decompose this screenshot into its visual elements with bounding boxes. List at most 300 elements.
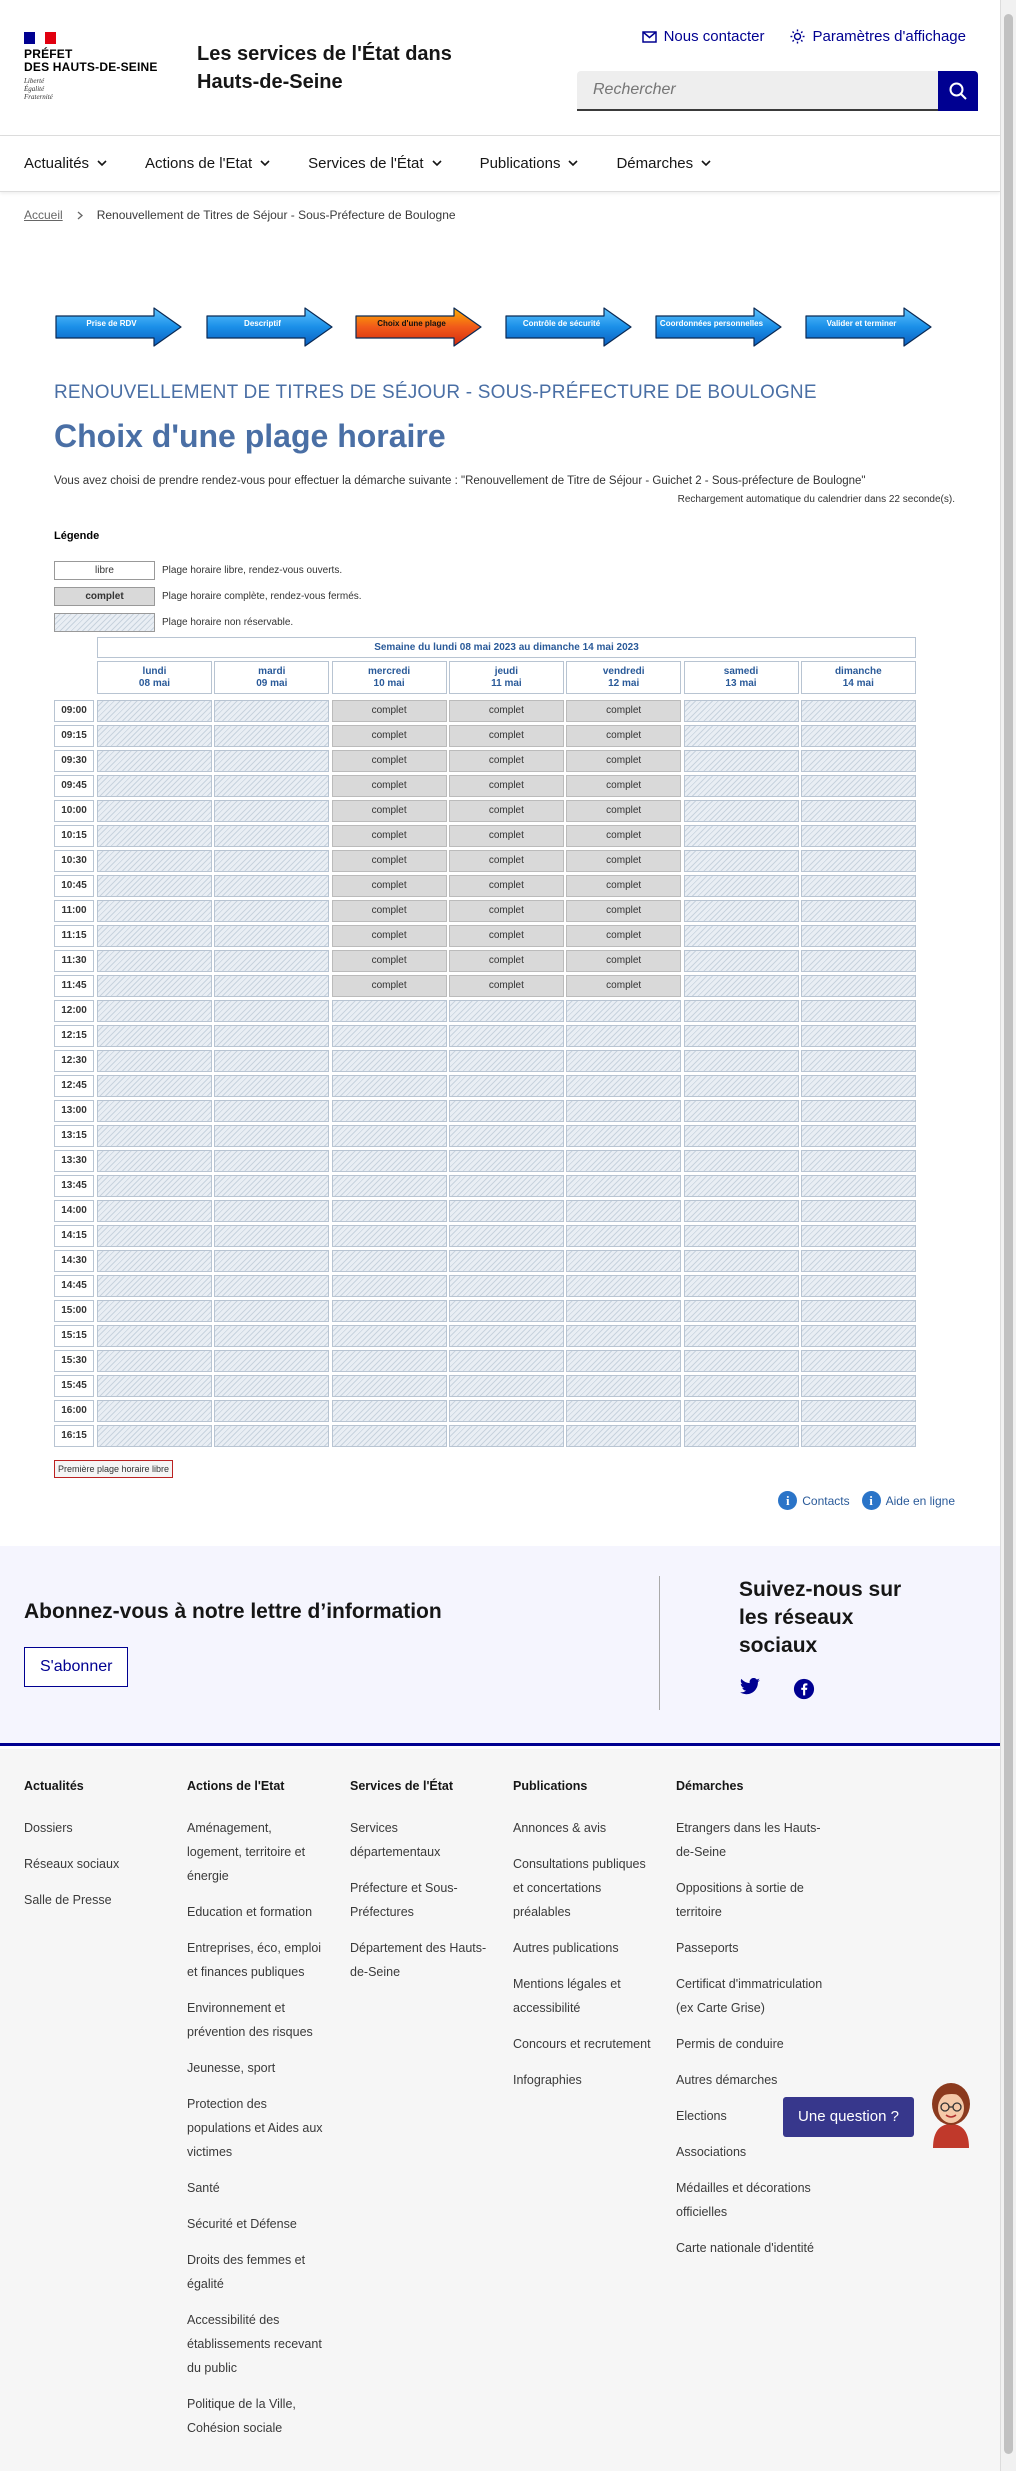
slot-full: complet xyxy=(449,925,564,947)
slot-unavailable xyxy=(566,1425,681,1447)
nav-item-publications[interactable] xyxy=(480,136,579,191)
time-label: 13:45 xyxy=(54,1175,94,1197)
footer-link[interactable]: Oppositions à sortie de territoire xyxy=(676,1881,804,1919)
day-header-mardi xyxy=(214,661,329,694)
slot-unavailable xyxy=(214,850,329,872)
day-header-jeudi xyxy=(449,661,564,694)
slot-unavailable xyxy=(801,1175,916,1197)
slot-unavailable xyxy=(332,1400,447,1422)
footer-link[interactable]: Permis de conduire xyxy=(676,2037,784,2051)
facebook-icon[interactable] xyxy=(793,1678,815,1700)
slot-full: complet xyxy=(332,950,447,972)
nav-item-actions-etat[interactable] xyxy=(145,136,270,191)
slot-unavailable xyxy=(684,1100,799,1122)
footer-column-title: Démarches xyxy=(676,1779,744,1793)
step-2 xyxy=(205,306,335,348)
online-help-label: Aide en ligne xyxy=(885,1493,955,1508)
slot-unavailable xyxy=(97,1275,212,1297)
social-title: Suivez-nous sur les réseaux sociaux xyxy=(739,1578,902,1657)
time-label: 13:00 xyxy=(54,1100,94,1122)
newsletter-section xyxy=(0,1546,1000,1746)
slot-unavailable xyxy=(97,900,212,922)
slot-full: complet xyxy=(332,800,447,822)
slot-unavailable xyxy=(332,1150,447,1172)
slot-unavailable xyxy=(801,1325,916,1347)
page-title: Choix d'une plage horaire xyxy=(54,418,446,454)
footer-link[interactable]: Certificat d'immatriculation (ex Carte Grise) xyxy=(676,1977,823,2015)
time-label: 10:00 xyxy=(54,800,94,822)
time-label: 13:15 xyxy=(54,1125,94,1147)
slot-unavailable xyxy=(97,1375,212,1397)
footer-link[interactable]: Associations xyxy=(676,2145,747,2159)
first-free-slot-button[interactable]: Première plage horaire libre xyxy=(54,1460,173,1478)
nav-item-actualites[interactable] xyxy=(24,136,107,191)
nav-label: Actions de l'Etat xyxy=(145,155,253,172)
sun-icon xyxy=(790,29,805,44)
footer-link[interactable]: Environnement et prévention des risques xyxy=(187,2001,313,2039)
slot-unavailable xyxy=(566,1250,681,1272)
footer-column xyxy=(24,1779,164,1924)
slot-unavailable xyxy=(449,1325,564,1347)
slot-unavailable xyxy=(684,1150,799,1172)
day-date: 09 mai xyxy=(256,678,288,689)
day-name: mardi xyxy=(258,666,286,677)
slot-unavailable xyxy=(684,700,799,722)
footer-link[interactable]: Préfecture et Sous-Préfectures xyxy=(350,1881,458,1919)
slot-unavailable xyxy=(97,850,212,872)
slot-unavailable xyxy=(214,1000,329,1022)
procedure-title: RENOUVELLEMENT DE TITRES DE SÉJOUR - SOUS-PRÉFECTURE DE BOULOGNE xyxy=(54,382,817,403)
footer-link[interactable]: Education et formation xyxy=(187,1905,313,1919)
slot-unavailable xyxy=(214,700,329,722)
time-label: 11:45 xyxy=(54,975,94,997)
footer-link[interactable]: Jeunesse, sport xyxy=(187,2061,276,2075)
slot-unavailable xyxy=(97,825,212,847)
slot-unavailable xyxy=(566,1400,681,1422)
slot-unavailable xyxy=(449,1075,564,1097)
day-date: 11 mai xyxy=(491,678,522,689)
slot-unavailable xyxy=(97,975,212,997)
slot-full: complet xyxy=(566,825,681,847)
footer-link[interactable]: Protection des populations et Aides aux victimes xyxy=(187,2097,323,2159)
mail-icon xyxy=(642,31,657,43)
footer-link[interactable]: Réseaux sociaux xyxy=(24,1857,120,1871)
slot-unavailable xyxy=(449,1125,564,1147)
day-date: 10 mai xyxy=(373,678,405,689)
slot-unavailable xyxy=(684,875,799,897)
slot-full: complet xyxy=(449,875,564,897)
search-input[interactable] xyxy=(577,71,938,111)
slot-unavailable xyxy=(449,1425,564,1447)
slot-unavailable xyxy=(97,1350,212,1372)
slot-unavailable xyxy=(684,825,799,847)
day-name: dimanche xyxy=(834,666,882,677)
slot-unavailable xyxy=(214,825,329,847)
slot-full: complet xyxy=(332,875,447,897)
slot-unavailable xyxy=(801,1125,916,1147)
time-label: 10:45 xyxy=(54,875,94,897)
motto-line: Égalité xyxy=(24,85,45,93)
slot-unavailable xyxy=(801,1400,916,1422)
footer-link[interactable]: Carte nationale d'identité xyxy=(676,2241,814,2255)
slot-full: complet xyxy=(566,725,681,747)
slot-full: complet xyxy=(566,875,681,897)
slot-unavailable xyxy=(684,1000,799,1022)
step-label: Valider et terminer xyxy=(826,319,897,328)
footer-link[interactable]: Autres démarches xyxy=(676,2073,778,2087)
slot-full: complet xyxy=(332,825,447,847)
slot-unavailable xyxy=(97,925,212,947)
logo-motto xyxy=(24,77,164,101)
nav-item-services-etat[interactable] xyxy=(308,136,441,191)
help-links xyxy=(778,1491,955,1510)
legend-na-row xyxy=(54,613,293,632)
slot-unavailable xyxy=(801,975,916,997)
slot-unavailable xyxy=(801,1000,916,1022)
slot-unavailable xyxy=(566,1000,681,1022)
step-5 xyxy=(654,306,784,348)
slot-unavailable xyxy=(566,1075,681,1097)
info-icon: i xyxy=(862,1491,881,1510)
slot-unavailable xyxy=(684,775,799,797)
slot-unavailable xyxy=(684,750,799,772)
footer-link[interactable]: Mentions légales et accessibilité xyxy=(513,1977,621,2015)
slot-full: complet xyxy=(449,975,564,997)
slot-unavailable xyxy=(449,1050,564,1072)
slot-unavailable xyxy=(97,1250,212,1272)
time-label: 09:45 xyxy=(54,775,94,797)
search-button[interactable] xyxy=(938,71,978,111)
slot-unavailable xyxy=(684,1275,799,1297)
slot-unavailable xyxy=(684,800,799,822)
slot-unavailable xyxy=(801,925,916,947)
time-label: 16:15 xyxy=(54,1425,94,1447)
time-label: 11:15 xyxy=(54,925,94,947)
nav-label: Démarches xyxy=(616,155,694,172)
legend-na-swatch xyxy=(54,613,155,632)
footer-link[interactable]: Sécurité et Défense xyxy=(187,2217,297,2231)
footer-link[interactable]: Elections xyxy=(676,2109,727,2123)
twitter-icon[interactable] xyxy=(739,1678,761,1696)
slot-unavailable xyxy=(97,750,212,772)
slot-full: complet xyxy=(332,725,447,747)
slot-unavailable xyxy=(684,925,799,947)
slot-unavailable xyxy=(801,1375,916,1397)
time-label: 15:00 xyxy=(54,1300,94,1322)
slot-unavailable xyxy=(97,800,212,822)
chevron-down-icon xyxy=(701,160,711,167)
time-label: 15:30 xyxy=(54,1350,94,1372)
reload-countdown: Rechargement automatique du calendrier dans 22 seconde(s). xyxy=(677,494,955,505)
slot-unavailable xyxy=(684,1425,799,1447)
footer-link[interactable]: Passeports xyxy=(676,1941,739,1955)
contact-link[interactable] xyxy=(642,28,765,45)
display-settings-link[interactable] xyxy=(790,28,966,45)
slot-unavailable xyxy=(684,1300,799,1322)
slot-unavailable xyxy=(97,1200,212,1222)
slot-unavailable xyxy=(97,1025,212,1047)
time-label: 10:15 xyxy=(54,825,94,847)
chat-question-button[interactable]: Une question ? xyxy=(783,2097,914,2137)
slot-full: complet xyxy=(332,750,447,772)
slot-unavailable xyxy=(214,1275,329,1297)
slot-unavailable xyxy=(801,825,916,847)
header-tools xyxy=(642,28,966,45)
chatbot-avatar-icon[interactable] xyxy=(923,2078,979,2148)
slot-unavailable xyxy=(566,1225,681,1247)
day-header-vendredi xyxy=(566,661,681,694)
slot-unavailable xyxy=(214,1050,329,1072)
slot-full: complet xyxy=(566,950,681,972)
slot-unavailable xyxy=(801,1025,916,1047)
footer-column-title: Actions de l'Etat xyxy=(187,1779,285,1793)
site-title[interactable]: Les services de l'État dans Hauts-de-Seine xyxy=(197,43,452,93)
footer-column-title: Publications xyxy=(513,1779,588,1793)
footer-link[interactable]: Département des Hauts-de-Seine xyxy=(350,1941,487,1979)
time-label: 13:30 xyxy=(54,1150,94,1172)
slot-unavailable xyxy=(449,1350,564,1372)
footer-link[interactable]: Etrangers dans les Hauts-de-Seine xyxy=(676,1821,821,1859)
display-settings-label: Paramètres d'affichage xyxy=(812,28,966,45)
slot-unavailable xyxy=(566,1050,681,1072)
footer-link[interactable]: Salle de Presse xyxy=(24,1893,112,1907)
slot-full: complet xyxy=(332,850,447,872)
slot-unavailable xyxy=(214,1075,329,1097)
slot-unavailable xyxy=(332,1300,447,1322)
slot-unavailable xyxy=(566,1175,681,1197)
breadcrumb-home-link[interactable]: Accueil xyxy=(24,208,63,222)
time-label: 12:30 xyxy=(54,1050,94,1072)
slot-full: complet xyxy=(449,850,564,872)
time-label: 16:00 xyxy=(54,1400,94,1422)
procedure-intro: Vous avez choisi de prendre rendez-vous pour effectuer la démarche suivante : "Renouvellement de Titre de Séjour - Guichet 2 - Sous-préfecture de Boulogne" xyxy=(54,475,866,487)
subscribe-button[interactable]: S'abonner xyxy=(24,1647,128,1687)
footer-link[interactable]: Médailles et décorations officielles xyxy=(676,2181,811,2219)
slot-unavailable xyxy=(97,775,212,797)
slot-unavailable xyxy=(97,1075,212,1097)
slot-unavailable xyxy=(684,975,799,997)
slot-unavailable xyxy=(332,1225,447,1247)
slot-unavailable xyxy=(214,1175,329,1197)
day-name: mercredi xyxy=(367,666,411,677)
slot-unavailable xyxy=(801,700,916,722)
nav-item-demarches[interactable] xyxy=(616,136,711,191)
footer-column xyxy=(513,1779,653,2104)
search-bar xyxy=(577,71,978,111)
legend-free-row xyxy=(54,561,342,580)
time-label: 09:30 xyxy=(54,750,94,772)
slot-full: complet xyxy=(332,775,447,797)
slot-unavailable xyxy=(214,1225,329,1247)
footer-column xyxy=(350,1779,490,1996)
slot-full: complet xyxy=(566,900,681,922)
slot-unavailable xyxy=(801,800,916,822)
slot-unavailable xyxy=(214,725,329,747)
slot-unavailable xyxy=(449,1025,564,1047)
slot-unavailable xyxy=(801,1225,916,1247)
legend-full-row xyxy=(54,587,362,606)
footer-link[interactable]: Dossiers xyxy=(24,1821,73,1835)
time-label: 14:15 xyxy=(54,1225,94,1247)
french-flag-icon xyxy=(24,32,56,44)
slot-unavailable xyxy=(684,1025,799,1047)
chevron-down-icon xyxy=(432,160,442,167)
slot-unavailable xyxy=(801,850,916,872)
time-label: 11:00 xyxy=(54,900,94,922)
nav-label: Services de l'État xyxy=(308,155,424,172)
slot-unavailable xyxy=(332,1100,447,1122)
time-label: 15:15 xyxy=(54,1325,94,1347)
legend-title: Légende xyxy=(54,530,100,542)
day-name: lundi xyxy=(142,666,167,677)
slot-unavailable xyxy=(97,1175,212,1197)
motto-line: Liberté xyxy=(24,77,45,85)
slot-full: complet xyxy=(566,775,681,797)
slot-unavailable xyxy=(97,1125,212,1147)
day-date: 13 mai xyxy=(725,678,757,689)
day-header-lundi xyxy=(97,661,212,694)
day-name: samedi xyxy=(723,666,759,677)
slot-full: complet xyxy=(566,700,681,722)
slot-unavailable xyxy=(97,1000,212,1022)
footer-link[interactable]: Services départementaux xyxy=(350,1821,441,1859)
slot-unavailable xyxy=(97,1425,212,1447)
slot-unavailable xyxy=(97,1150,212,1172)
slot-unavailable xyxy=(684,1200,799,1222)
slot-unavailable xyxy=(214,875,329,897)
slot-unavailable xyxy=(214,1375,329,1397)
slot-unavailable xyxy=(801,1300,916,1322)
slot-full: complet xyxy=(449,800,564,822)
slot-unavailable xyxy=(214,750,329,772)
footer-link[interactable]: Annonces & avis xyxy=(513,1821,607,1835)
slot-unavailable xyxy=(214,950,329,972)
slot-unavailable xyxy=(566,1275,681,1297)
contacts-link[interactable] xyxy=(778,1491,849,1510)
site-header xyxy=(0,0,1000,136)
slot-full: complet xyxy=(449,725,564,747)
page-scrollbar[interactable] xyxy=(1000,0,1016,2471)
footer-link[interactable]: Entreprises, éco, emploi et finances publiques xyxy=(187,1941,322,1979)
slot-full: complet xyxy=(332,925,447,947)
slot-unavailable xyxy=(449,1400,564,1422)
footer-link[interactable]: Autres publications xyxy=(513,1941,619,1955)
slot-unavailable xyxy=(449,1150,564,1172)
day-name: vendredi xyxy=(602,666,645,677)
time-label: 12:15 xyxy=(54,1025,94,1047)
footer-link[interactable]: Consultations publiques et concertations préalables xyxy=(513,1857,646,1919)
time-label: 12:45 xyxy=(54,1075,94,1097)
slot-unavailable xyxy=(332,1125,447,1147)
slot-unavailable xyxy=(801,900,916,922)
slot-full: complet xyxy=(566,800,681,822)
footer-link[interactable]: Santé xyxy=(187,2181,220,2195)
slot-unavailable xyxy=(801,750,916,772)
slot-unavailable xyxy=(97,1050,212,1072)
time-label: 11:30 xyxy=(54,950,94,972)
legend-free-text: Plage horaire libre, rendez-vous ouverts. xyxy=(162,565,343,576)
slot-full: complet xyxy=(566,750,681,772)
main-nav xyxy=(0,136,1000,192)
slot-full: complet xyxy=(449,950,564,972)
day-header-mercredi xyxy=(332,661,447,694)
slot-unavailable xyxy=(684,850,799,872)
slot-full: complet xyxy=(332,700,447,722)
footer-link[interactable]: Infographies xyxy=(513,2073,582,2087)
slot-unavailable xyxy=(801,1250,916,1272)
slot-unavailable xyxy=(449,1225,564,1247)
slot-full: complet xyxy=(566,925,681,947)
slot-unavailable xyxy=(214,1350,329,1372)
scrollbar-thumb[interactable] xyxy=(1004,14,1013,2454)
motto-line: Fraternité xyxy=(24,93,53,101)
week-header: Semaine du lundi 08 mai 2023 au dimanche 14 mai 2023 xyxy=(97,637,916,658)
online-help-link[interactable] xyxy=(862,1491,955,1510)
footer-link[interactable]: Concours et recrutement xyxy=(513,2037,651,2051)
slot-unavailable xyxy=(801,725,916,747)
breadcrumb xyxy=(24,208,456,222)
slot-unavailable xyxy=(97,950,212,972)
footer-link[interactable]: Accessibilité des établissements recevant du public xyxy=(187,2313,322,2375)
step-4 xyxy=(504,306,634,348)
nav-label: Actualités xyxy=(24,155,90,172)
time-label: 10:30 xyxy=(54,850,94,872)
slot-unavailable xyxy=(214,775,329,797)
slot-unavailable xyxy=(801,875,916,897)
footer-link[interactable]: Politique de la Ville, Cohésion sociale xyxy=(187,2397,296,2435)
slot-unavailable xyxy=(332,1025,447,1047)
slot-unavailable xyxy=(332,1175,447,1197)
slot-unavailable xyxy=(449,1200,564,1222)
step-1 xyxy=(54,306,184,348)
slot-unavailable xyxy=(566,1125,681,1147)
footer-link[interactable]: Droits des femmes et égalité xyxy=(187,2253,306,2291)
newsletter-divider xyxy=(659,1576,660,1710)
time-label: 14:45 xyxy=(54,1275,94,1297)
legend-na-text: Plage horaire non réservable. xyxy=(162,617,294,628)
slot-unavailable xyxy=(332,1425,447,1447)
slot-unavailable xyxy=(801,1050,916,1072)
slot-unavailable xyxy=(684,1325,799,1347)
slot-unavailable xyxy=(97,1325,212,1347)
slot-unavailable xyxy=(449,1275,564,1297)
slot-unavailable xyxy=(332,1325,447,1347)
slot-full: complet xyxy=(449,900,564,922)
slot-full: complet xyxy=(566,850,681,872)
slot-unavailable xyxy=(801,1425,916,1447)
slot-unavailable xyxy=(684,900,799,922)
slot-unavailable xyxy=(566,1200,681,1222)
slot-unavailable xyxy=(214,975,329,997)
slot-unavailable xyxy=(97,1400,212,1422)
slot-unavailable xyxy=(684,1175,799,1197)
step-label: Coordonnées personnelles xyxy=(659,319,764,328)
chevron-down-icon xyxy=(97,160,107,167)
slot-unavailable xyxy=(332,1375,447,1397)
slot-unavailable xyxy=(214,1200,329,1222)
slot-unavailable xyxy=(566,1025,681,1047)
day-header-samedi xyxy=(684,661,799,694)
footer-link[interactable]: Aménagement, logement, territoire et énergie xyxy=(187,1821,306,1883)
slot-unavailable xyxy=(97,700,212,722)
footer-column xyxy=(187,1779,327,2452)
slot-unavailable xyxy=(566,1150,681,1172)
slot-unavailable xyxy=(684,1075,799,1097)
slot-unavailable xyxy=(214,1400,329,1422)
slot-unavailable xyxy=(684,725,799,747)
prefet-logo[interactable] xyxy=(24,32,164,101)
slot-unavailable xyxy=(214,1250,329,1272)
